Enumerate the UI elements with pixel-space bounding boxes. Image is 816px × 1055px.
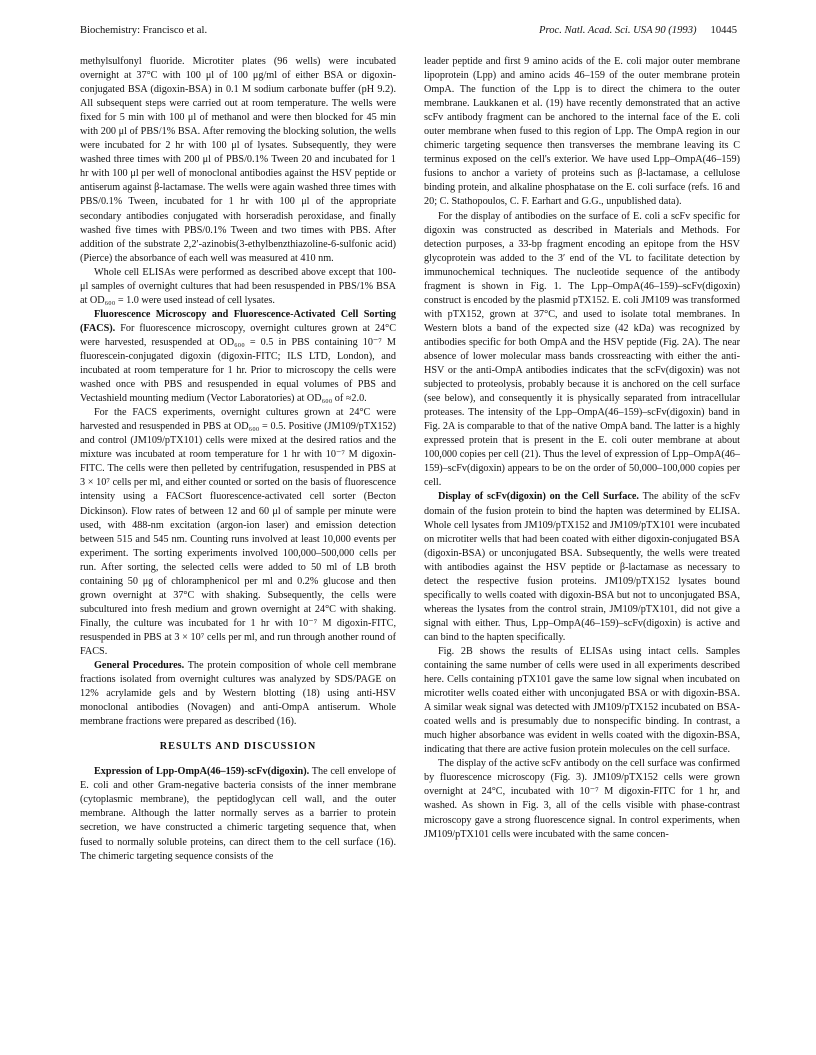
paragraph-text: For fluorescence microscopy, overnight cultures grown at 24°C were harvested, resuspended at OD₆₀₀ = 0.5 in PBS containing 10⁻⁷ M fluorescein-conjugated digoxin (digoxin-FITC; ILS LTD, London), and incubated at room temperature for 1 hr. Prior to microscopy the cells were washed once with PBS and resuspended in equal volumes of PBS and Vectashield mounting medium (Vector Laboratories) at OD₆₀₀ of ≈2.0.	[80, 322, 396, 405]
paragraph-text: The cell envelope of E. coli and other Gram-negative bacteria consists of the inner membrane (cytoplasmic membrane), the peptidoglycan cell wall, and the outer membrane. Although the latter normally serves as a barrier to protein secretion, we have constructed a chimeric targeting sequence that, when fused to normally soluble proteins, can direct them to the cell surface (16). The chimeric targeting sequence consists of the	[80, 766, 396, 862]
header-journal-page	[539, 23, 737, 39]
paragraph	[80, 308, 396, 406]
run-in-heading: Display of scFv(digoxin) on the Cell Surface.	[438, 491, 639, 503]
running-header	[80, 23, 737, 39]
paragraph	[424, 490, 740, 645]
section-heading: RESULTS AND DISCUSSION	[159, 741, 317, 753]
left-column	[80, 55, 396, 864]
run-in-heading: General Procedures.	[94, 660, 185, 672]
paragraph: Fig. 2B shows the results of ELISAs using intact cells. Samples containing the same number of cells were used in all experiments described here. Cells containing pTX101 gave the same low signal when incubated on microtiter wells coated either with unconjugated BSA or with digoxin-BSA. A similar weak signal was detected with JM109/pTX152 incubated on BSA-coated wells and is presumably due to nonspecific binding. In contrast, a much higher absorbance was evident in wells coated with the digoxin-BSA, indicating that there are active fusion protein molecules on the cell surface.	[424, 645, 740, 756]
paragraph	[80, 659, 396, 729]
paragraph: For the FACS experiments, overnight cultures grown at 24°C were harvested and resuspended in PBS at OD₆₀₀ = 0.5. Positive (JM109/pTX152) and control (JM109/pTX101) cells were mixed at the desired ratios and the mixture was incubated at room temperature for 1 hr with 10⁻⁷ M digoxin-FITC. The cells were then pelleted by centrifugation, resuspended in PBS at 3 × 10⁷ cells per ml, and either counted or sorted on the basis of fluorescence intensity using a FACSort fluorescence-activated cell sorter (Becton Dickinson). Flow rates of between 12 and 60 μl of sample per minute were used, with 488-nm excitation (argon-ion laser) and emission detection between 515 and 545 nm. Counting runs involved at least 10,000 events per experiment. The sorting experiments involved 100,000–500,000 cells per run. After sorting, the selected cells were added to 50 ml of LB broth containing 50 μg of chloramphenicol per ml and 0.2% glucose and then grown overnight at 37°C with shaking. Subsequently, the cells were subcultured into fresh medium and grown overnight at 24°C with shaking. Finally, the culture was incubated for 1 hr with 10⁻⁷ M digoxin-FITC, resuspended in PBS at 3 × 10⁷ cells per ml, and run through another round of FACS.	[80, 407, 396, 657]
paragraph	[80, 765, 396, 863]
paragraph: For the display of antibodies on the surface of E. coli a scFv specific for digoxin was constructed as described in Materials and Methods. For detection purposes, a 33-bp fragment encoding an epitope from the HSV glycoprotein was added to the 3′ end of the VL to facilitate detection by immunochemical techniques. The nucleotide sequence of the antibody fragment is shown in Fig. 1. The Lpp–OmpA(46–159)–scFv(digoxin) construct is encoded by the plasmid pTX152. E. coli JM109 was transformed with pTX152, grown at 37°C, and used to isolate total membranes. In Western blots a band of the expected size (42 kDa) was recognized by antibodies specific for both OmpA and the HSV peptide (Fig. 2A). The near absence of lower molecular mass bands crossreacting with either the anti-HSV or the anti-OmpA antibodies indicates that the scFv(digoxin) was not subjected to proteolysis, probably because it is anchored on the cell surface (see below), and consequently it is physically separated from intracellular proteases. The intensity of the Lpp–OmpA(46–159)–scFv(digoxin) band in Fig. 2A is comparable to that of the native OmpA band. The latter is a highly expressed protein that is present in the E. coli outer membrane at about 100,000 copies per cell (21). Thus the level of expression of Lpp–OmpA(46–159)–scFv(digoxin) appears to be on the order of 50,000–100,000 copies per cell.	[424, 210, 740, 489]
paragraph: The display of the active scFv antibody on the cell surface was confirmed by fluorescence microscopy (Fig. 3). JM109/pTX152 cells were grown overnight at 24°C, incubated with 10⁻⁷ M digoxin-FITC for 1 hr, and washed. As shown in Fig. 3, all of the cells visible with phase-contrast microscopy gave a strong fluorescence signal. In control experiments, when JM109/pTX101 cells were incubated with the same concen-	[424, 758, 740, 840]
paragraph-text: The protein composition of whole cell membrane fractions isolated from overnight cultures was analyzed by SDS/PAGE on 12% acrylamide gels and by Western blotting (18) using anti-HSV monoclonal antibodies (Novagen) and anti-OmpA antiserum. Whole membrane fractions were prepared as described (16).	[80, 660, 396, 728]
right-column	[424, 55, 740, 842]
paragraph-text: The ability of the scFv domain of the fusion protein to bind the hapten was determined by ELISA. Whole cell lysates from JM109/pTX152 and JM109/pTX101 were incubated on microtiter wells that had been coated with either digoxin-conjugated BSA (digoxin-BSA) or unconjugated BSA. Subsequently, the wells were treated with antibodies against the HSV peptide or β-lactamase as necessary to detect the respective fusion proteins. JM109/pTX152 lysates bound specifically to wells coated with digoxin-BSA but not to unconjugated BSA, whereas the lysates from the control strain, JM109/pTX101, did not give a signal with either. Thus, Lpp–OmpA(46–159)–scFv(digoxin) is active and can bind to the hapten specifically.	[424, 491, 740, 643]
paragraph: Whole cell ELISAs were performed as described above except that 100-μl samples of overnight cultures that had been resuspended in PBS/1% BSA at OD₆₀₀ = 1.0 were used instead of cell lysates.	[80, 266, 396, 306]
run-in-heading: Fluorescence Microscopy and Fluorescence-Activated Cell Sorting (FACS).	[80, 308, 396, 334]
paragraph: methylsulfonyl fluoride. Microtiter plates (96 wells) were incubated overnight at 37°C with 100 μl of 100 μg/ml of either BSA or digoxin-conjugated BSA (digoxin-BSA) in 0.1 M sodium carbonate buffer (pH 9.2). All subsequent steps were carried out at room temperature. The wells were fixed for 5 min with 100 μl of methanol and were then blocked for 45 min with 200 μl of PBS/1% BSA. After removing the blocking solution, the wells were incubated for 2 hr with 100 μl of lysates. Subsequently, they were washed three times with 200 μl of PBS/0.1% Tween 20 and incubated for 1 hr with 100 μl per well of monoclonal antibodies against the HSV peptide or antiserum against β-lactamase. The wells were again washed three times with PBS/0.1% Tween, incubated for 1 hr with 100 μl of the appropriate secondary antibodies conjugated with horseradish peroxidase, and finally washed five times with PBS/0.1% Tween and two times with PBS. After addition of the substrate 2,2′-azinobis(3-ethylbenzthiazoline-6-sulfonic acid) (Pierce) the absorbance of each well was measured at 410 nm.	[80, 56, 396, 264]
paragraph: leader peptide and first 9 amino acids of the E. coli major outer membrane lipoprotein (Lpp) and amino acids 46–159 of the outer membrane protein OmpA. The function of the Lpp is to direct the chimera to the outer membrane. Laukkanen et al. (19) have recently demonstrated that an active scFv antibody fragment can be anchored to the internal face of the E. coli outer membrane when fused to this region of Lpp. The OmpA region in our chimeric targeting sequence then transverses the membrane leaving its C terminus exposed on the cell's exterior. We have used Lpp–OmpA(46–159) fusions to anchor a variety of proteins such as β-lactamase, a cellulose binding protein, and alkaline phosphatase on the E. coli surface (refs. 16 and 20; C. Stathopoulos, C. F. Earhart and G.G., unpublished data).	[424, 56, 740, 208]
page-number: 10445	[710, 25, 737, 36]
run-in-heading: Expression of Lpp-OmpA(46–159)-scFv(digoxin).	[94, 766, 310, 778]
header-section-authors: Biochemistry: Francisco et al.	[80, 25, 208, 36]
journal-citation: Proc. Natl. Acad. Sci. USA 90 (1993)	[539, 25, 697, 36]
